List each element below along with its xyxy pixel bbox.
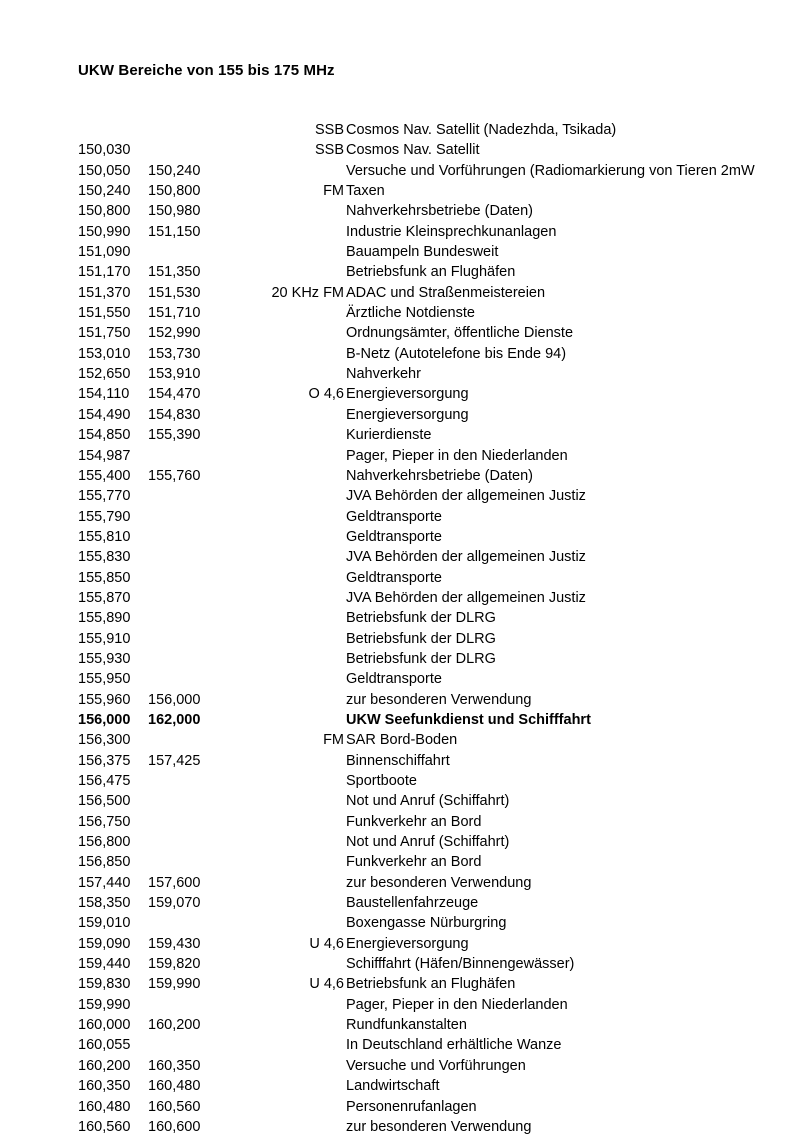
cell-description: Geldtransporte <box>346 528 442 545</box>
cell-frequency-from: 155,890 <box>78 610 131 627</box>
cell-description: Binnenschiffahrt <box>346 752 450 769</box>
cell-description: Schifffahrt (Häfen/Binnengewässer) <box>346 956 575 973</box>
cell-description: zur besonderen Verwendung <box>346 874 532 891</box>
cell-frequency-from: 160,000 <box>78 1017 131 1034</box>
cell-description: Not und Anruf (Schiffahrt) <box>346 834 510 851</box>
cell-description: Funkverkehr an Bord <box>346 854 482 871</box>
cell-description: Geldtransporte <box>346 508 442 525</box>
cell-frequency-from: 155,950 <box>78 671 131 688</box>
cell-frequency-from: 151,750 <box>78 325 131 342</box>
cell-frequency-from: 155,930 <box>78 650 131 667</box>
cell-frequency-to: 153,910 <box>148 366 201 383</box>
cell-frequency-to: 152,990 <box>148 325 201 342</box>
cell-frequency-to: 159,990 <box>148 976 201 993</box>
cell-description: Sportboote <box>346 773 417 789</box>
cell-description: JVA Behörden der allgemeinen Justiz <box>346 488 586 505</box>
table-row <box>78 242 793 262</box>
table-row <box>78 344 793 364</box>
table-row <box>78 649 793 669</box>
cell-frequency-from: 160,480 <box>78 1098 131 1115</box>
cell-description: Nahverkehr <box>346 366 421 383</box>
cell-frequency-from: 154,987 <box>78 447 131 464</box>
cell-description: Taxen <box>346 183 385 200</box>
cell-frequency-from: 151,550 <box>78 305 131 322</box>
cell-modulation: U 4,6 <box>309 976 344 993</box>
cell-frequency-to: 157,425 <box>148 752 201 769</box>
cell-description: Landwirtschaft <box>346 1078 440 1095</box>
cell-frequency-from: 151,090 <box>78 244 131 261</box>
cell-frequency-from: 156,300 <box>78 732 131 749</box>
cell-frequency-to: 157,600 <box>148 874 201 891</box>
cell-frequency-to: 160,350 <box>148 1057 201 1074</box>
cell-frequency-from: 150,800 <box>78 203 131 220</box>
table-row <box>78 323 793 343</box>
cell-frequency-from: 155,400 <box>78 467 131 484</box>
cell-description: Pager, Pieper in den Niederlanden <box>346 996 568 1013</box>
cell-frequency-from: 156,500 <box>78 793 131 810</box>
cell-frequency-to: 150,980 <box>148 203 201 220</box>
cell-frequency-from: 157,440 <box>78 874 131 891</box>
table-row <box>78 507 793 527</box>
cell-description: Nahverkehrsbetriebe (Daten) <box>346 203 533 220</box>
cell-description: Rundfunkanstalten <box>346 1017 467 1034</box>
table-row <box>78 608 793 628</box>
table-row <box>78 710 793 730</box>
cell-description: Bauampeln Bundesweit <box>346 244 499 261</box>
table-row <box>78 568 793 588</box>
cell-frequency-to: 151,350 <box>148 264 201 281</box>
cell-frequency-to: 150,800 <box>148 183 201 200</box>
table-row <box>78 547 793 567</box>
cell-frequency-to: 159,820 <box>148 956 201 973</box>
table-row <box>78 1056 793 1076</box>
cell-frequency-from: 156,800 <box>78 834 131 851</box>
cell-description: Baustellenfahrzeuge <box>346 895 479 912</box>
cell-description: SAR Bord-Boden <box>346 732 458 749</box>
table-row <box>78 446 793 466</box>
cell-frequency-to: 160,480 <box>148 1078 201 1095</box>
cell-description: Betriebsfunk an Flughäfen <box>346 976 516 993</box>
cell-frequency-from: 155,960 <box>78 691 131 708</box>
cell-frequency-from: 153,010 <box>78 345 131 362</box>
cell-description: Funkverkehr an Bord <box>346 813 482 830</box>
cell-frequency-from: 155,770 <box>78 488 131 505</box>
cell-modulation: SSB <box>314 122 344 138</box>
page-title: UKW Bereiche von 155 bis 175 MHz <box>78 62 335 79</box>
cell-frequency-from: 154,110 <box>78 386 130 403</box>
cell-frequency-from: 159,440 <box>78 956 131 973</box>
cell-description: Pager, Pieper in den Niederlanden <box>346 447 568 464</box>
cell-frequency-to: 155,760 <box>148 467 201 484</box>
table-row <box>78 852 793 872</box>
cell-frequency-from: 156,475 <box>78 773 131 789</box>
cell-description: Boxengasse Nürburgring <box>346 915 507 932</box>
cell-frequency-from: 155,850 <box>78 569 131 586</box>
cell-description: Ordnungsämter, öffentliche Dienste <box>346 325 574 342</box>
cell-description: zur besonderen Verwendung <box>346 691 532 708</box>
cell-frequency-from: 159,990 <box>78 996 131 1013</box>
cell-frequency-from: 156,000 <box>78 711 131 728</box>
cell-frequency-from: 155,830 <box>78 549 131 566</box>
table-row <box>78 486 793 506</box>
cell-description: Betriebsfunk der DLRG <box>346 650 496 667</box>
cell-frequency-from: 160,055 <box>78 1037 131 1054</box>
cell-description: Versuche und Vorführungen (Radiomarkierung von Tieren 2mW <box>346 162 755 179</box>
cell-frequency-from: 159,010 <box>78 915 131 932</box>
cell-frequency-to: 159,430 <box>148 935 201 952</box>
table-row <box>78 120 793 140</box>
table-row <box>78 283 793 303</box>
table-row <box>78 364 793 384</box>
cell-description: Kurierdienste <box>346 427 432 444</box>
table-row <box>78 873 793 893</box>
table-row <box>78 140 793 160</box>
cell-description: Cosmos Nav. Satellit (Nadezhda, Tsikada) <box>346 122 617 138</box>
table-row <box>78 934 793 954</box>
cell-description: Ärztliche Notdienste <box>346 305 475 322</box>
cell-description: Geldtransporte <box>346 671 442 688</box>
table-row <box>78 405 793 425</box>
table-row <box>78 751 793 771</box>
cell-frequency-from: 156,850 <box>78 854 131 871</box>
cell-frequency-from: 160,560 <box>78 1118 131 1135</box>
cell-description: In Deutschland erhältliche Wanze <box>346 1037 562 1054</box>
table-row <box>78 466 793 486</box>
cell-frequency-from: 160,350 <box>78 1078 131 1095</box>
table-row <box>78 771 793 791</box>
cell-frequency-from: 155,870 <box>78 589 131 606</box>
table-row <box>78 995 793 1015</box>
cell-frequency-to: 160,600 <box>148 1118 201 1135</box>
cell-frequency-from: 150,240 <box>78 183 131 200</box>
cell-frequency-to: 153,730 <box>148 345 201 362</box>
cell-modulation: SSB <box>314 142 344 159</box>
cell-modulation: 20 KHz FM <box>271 284 344 301</box>
table-row <box>78 791 793 811</box>
cell-modulation: FM <box>323 183 344 200</box>
table-row <box>78 303 793 323</box>
cell-frequency-to: 160,200 <box>148 1017 201 1034</box>
table-row <box>78 181 793 201</box>
table-row <box>78 588 793 608</box>
cell-description: Nahverkehrsbetriebe (Daten) <box>346 467 533 484</box>
cell-description: Betriebsfunk der DLRG <box>346 630 496 647</box>
cell-frequency-to: 151,530 <box>148 284 201 301</box>
cell-description: JVA Behörden der allgemeinen Justiz <box>346 549 586 566</box>
cell-frequency-from: 155,790 <box>78 508 131 525</box>
cell-frequency-from: 151,370 <box>78 284 131 301</box>
table-row <box>78 832 793 852</box>
cell-modulation: FM <box>323 732 344 749</box>
cell-frequency-to: 150,240 <box>148 162 201 179</box>
cell-frequency-from: 159,830 <box>78 976 131 993</box>
table-row <box>78 1035 793 1055</box>
cell-description: Versuche und Vorführungen <box>346 1057 526 1074</box>
cell-frequency-to: 156,000 <box>148 691 201 708</box>
cell-frequency-from: 160,200 <box>78 1057 131 1074</box>
cell-frequency-to: 151,150 <box>148 223 201 240</box>
table-row <box>78 812 793 832</box>
cell-frequency-to: 151,710 <box>148 305 201 322</box>
cell-description: Industrie Kleinsprechkunanlagen <box>346 223 557 240</box>
cell-description: Betriebsfunk der DLRG <box>346 610 496 627</box>
cell-frequency-to: 154,830 <box>148 406 201 423</box>
table-row <box>78 1097 793 1117</box>
cell-description: zur besonderen Verwendung <box>346 1118 532 1135</box>
cell-description: Cosmos Nav. Satellit <box>346 142 480 159</box>
cell-frequency-to: 160,560 <box>148 1098 201 1115</box>
table-row <box>78 222 793 242</box>
cell-frequency-from: 152,650 <box>78 366 131 383</box>
table-row <box>78 954 793 974</box>
cell-description: UKW Seefunkdienst und Schifffahrt <box>346 711 591 728</box>
cell-frequency-from: 150,990 <box>78 223 131 240</box>
frequency-table <box>78 120 793 1137</box>
cell-frequency-from: 155,910 <box>78 630 131 647</box>
table-row <box>78 629 793 649</box>
cell-description: Betriebsfunk an Flughäfen <box>346 264 516 281</box>
cell-description: JVA Behörden der allgemeinen Justiz <box>346 589 586 606</box>
cell-description: Personenrufanlagen <box>346 1098 477 1115</box>
cell-frequency-from: 154,490 <box>78 406 131 423</box>
cell-frequency-to: 154,470 <box>148 386 201 403</box>
cell-description: Geldtransporte <box>346 569 442 586</box>
table-row <box>78 669 793 689</box>
cell-description: Energieversorgung <box>346 406 469 423</box>
cell-description: ADAC und Straßenmeistereien <box>346 284 546 301</box>
cell-modulation: U 4,6 <box>309 935 344 952</box>
cell-description: Energieversorgung <box>346 935 469 952</box>
table-row <box>78 893 793 913</box>
table-row <box>78 913 793 933</box>
table-row <box>78 262 793 282</box>
table-row <box>78 974 793 994</box>
cell-frequency-to: 155,390 <box>148 427 201 444</box>
cell-modulation: O 4,6 <box>308 386 344 403</box>
cell-description: Not und Anruf (Schiffahrt) <box>346 793 510 810</box>
table-row <box>78 201 793 221</box>
table-row <box>78 690 793 710</box>
table-row <box>78 527 793 547</box>
cell-frequency-from: 156,375 <box>78 752 131 769</box>
cell-frequency-to: 159,070 <box>148 895 201 912</box>
cell-frequency-to: 162,000 <box>148 711 201 728</box>
cell-frequency-from: 154,850 <box>78 427 131 444</box>
cell-frequency-from: 155,810 <box>78 528 131 545</box>
cell-frequency-from: 150,050 <box>78 162 131 179</box>
cell-description: Energieversorgung <box>346 386 469 403</box>
table-row <box>78 1076 793 1096</box>
table-row <box>78 384 793 404</box>
cell-description: B-Netz (Autotelefone bis Ende 94) <box>346 345 567 362</box>
cell-frequency-from: 159,090 <box>78 935 131 952</box>
table-row <box>78 730 793 750</box>
cell-frequency-from: 150,030 <box>78 142 131 159</box>
cell-frequency-from: 158,350 <box>78 895 131 912</box>
cell-frequency-from: 151,170 <box>78 264 131 281</box>
table-row <box>78 161 793 181</box>
cell-frequency-from: 156,750 <box>78 813 131 830</box>
table-row <box>78 1015 793 1035</box>
table-row <box>78 425 793 445</box>
table-row <box>78 1117 793 1137</box>
